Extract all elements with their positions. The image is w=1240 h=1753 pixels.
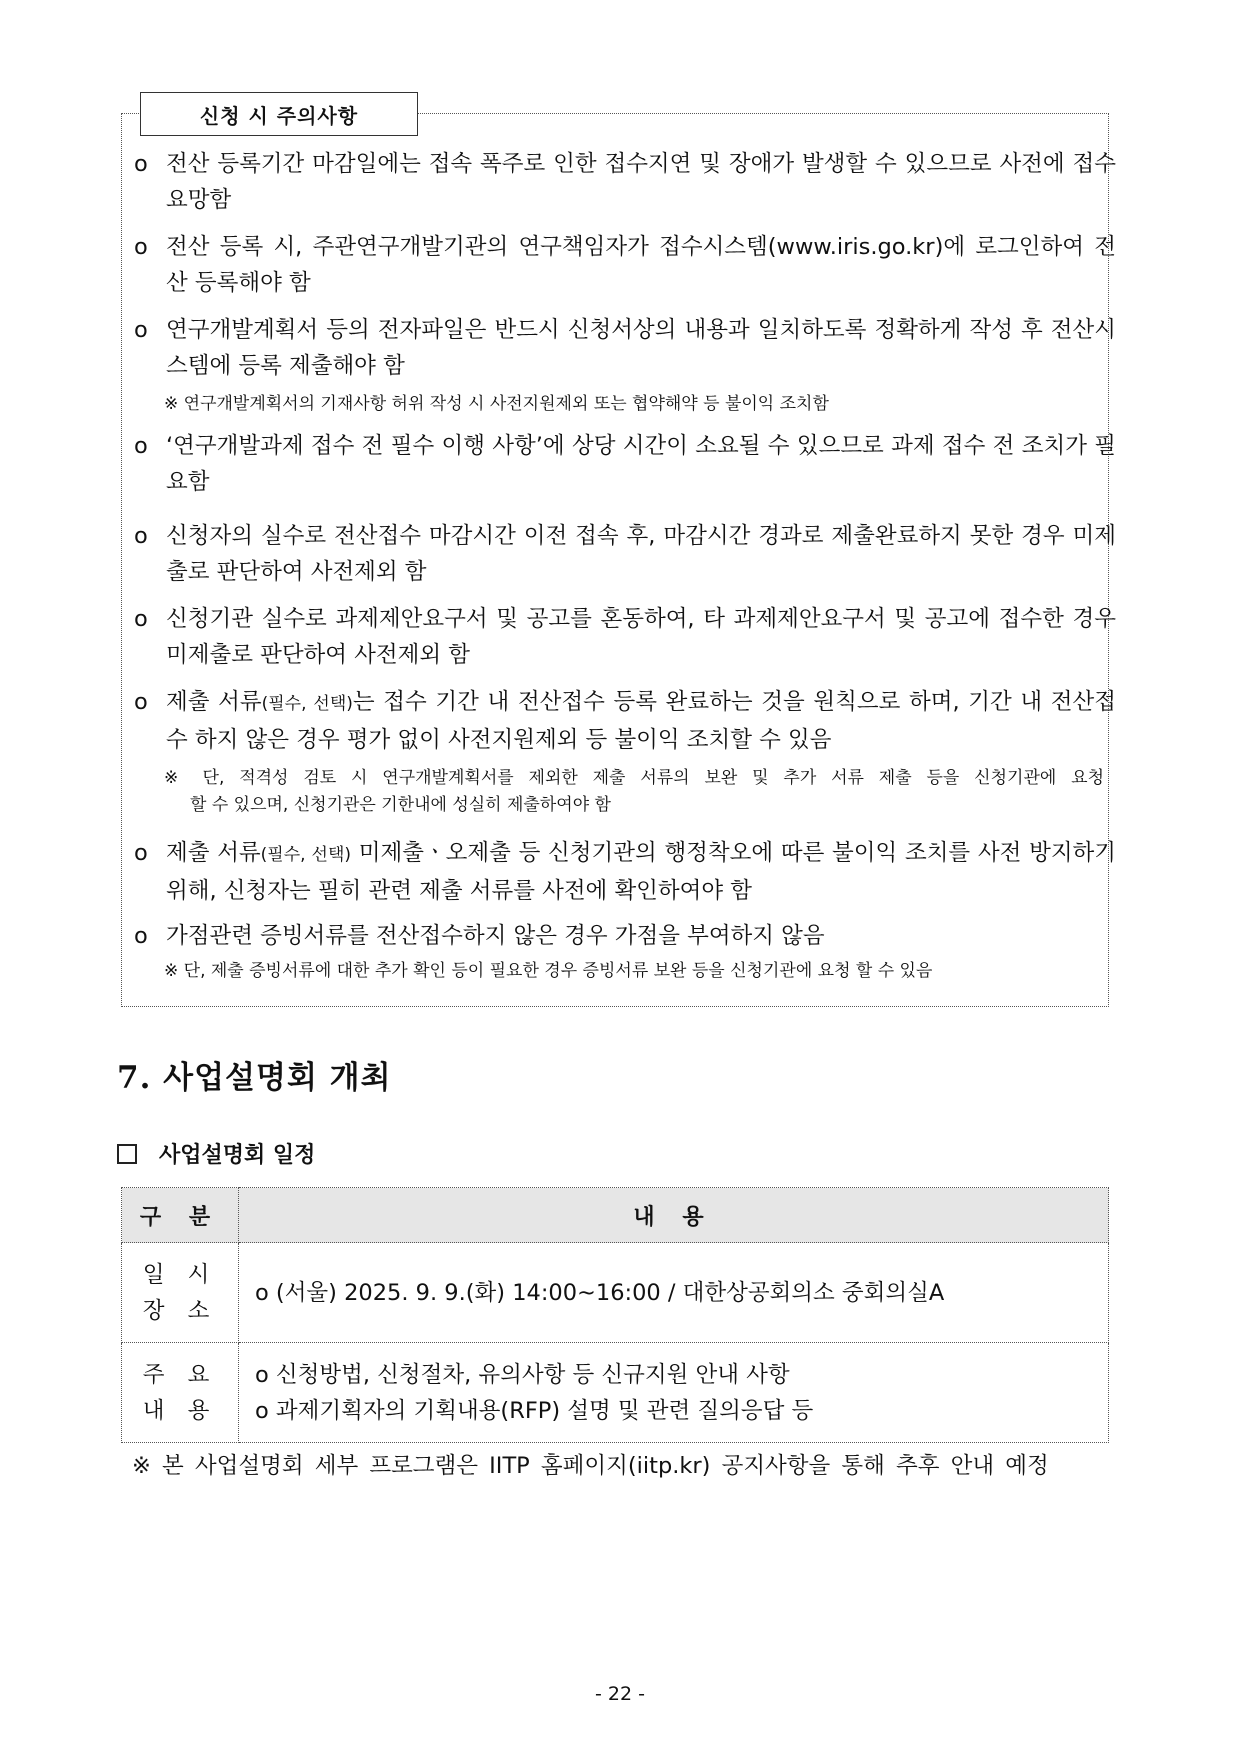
subsection-title-text: 사업설명회 일정: [159, 1142, 316, 1168]
table-row: [122, 1243, 1109, 1343]
bullet: o: [134, 606, 148, 632]
caution-item: [134, 428, 1116, 500]
caution-item-text: ‘연구개발과제 접수 전 필수 이행 사항’에 상당 시간이 소요될 수 있으므로 과제 접수 전 조치가 필요함: [166, 433, 1116, 495]
footnote: ※ 본 사업설명회 세부 프로그램은 IITP 홈페이지(iitp.kr) 공지사항을 통해 추후 안내 예정: [132, 1453, 1049, 1479]
caution-title: 신청 시 주의사항: [140, 92, 418, 136]
caution-item: [134, 312, 1116, 384]
caution-item-text: 가점관련 증빙서류를 전산접수하지 않은 경우 가점을 부여하지 않음: [166, 923, 825, 949]
bullet: o: [134, 923, 148, 949]
caution-item-text: 신청자의 실수로 전산접수 마감시간 이전 접속 후, 마감시간 경과로 제출완료하지 못한 경우 미제출로 판단하여 사전제외 함: [166, 523, 1116, 585]
caution-item: [134, 835, 1116, 909]
schedule-table: [121, 1187, 1109, 1443]
subsection-title: [117, 1138, 315, 1169]
bullet: o: [134, 840, 148, 866]
table-header-row: [122, 1188, 1109, 1243]
page-number: - 22 -: [595, 1683, 645, 1705]
column-header: 내 용: [239, 1188, 1109, 1243]
bullet: o: [134, 689, 148, 715]
caution-note: ※ 연구개발계획서의 기재사항 허위 작성 시 사전지원제외 또는 협약해약 등 불이익 조치함: [164, 394, 829, 414]
bullet: o: [134, 523, 148, 549]
caution-item-text: 전산 등록기간 마감일에는 접속 폭주로 인한 접수지연 및 장애가 발생할 수 있으므로 사전에 접수 요망함: [166, 151, 1116, 213]
bullet: o: [134, 317, 148, 343]
caution-item: [134, 684, 1116, 758]
caution-item-text: 제출 서류(필수, 선택)는 접수 기간 내 전산접수 등록 완료하는 것을 원칙으로 하며, 기간 내 전산접수 하지 않은 경우 평가 없이 사전지원제외 등 불이익 조치할 수 있음: [166, 689, 1117, 753]
row-content: o (서울) 2025. 9. 9.(화) 14:00~16:00 / 대한상공회의소 중회의실A: [239, 1243, 1109, 1343]
caution-item: [134, 918, 1116, 954]
caution-item-text: 신청기관 실수로 과제제안요구서 및 공고를 혼동하여, 타 과제제안요구서 및 공고에 접수한 경우 미제출로 판단하여 사전제외 함: [166, 606, 1116, 668]
bullet: o: [134, 433, 148, 459]
caution-item-text: 연구개발계획서 등의 전자파일은 반드시 신청서상의 내용과 일치하도록 정확하게 작성 후 전산시스템에 등록 제출해야 함: [166, 317, 1116, 379]
row-label: 주 요 내 용: [122, 1343, 239, 1443]
caution-item: [134, 229, 1116, 301]
caution-item: [134, 601, 1116, 673]
table-row: [122, 1343, 1109, 1443]
caution-item: [134, 146, 1116, 218]
bullet: o: [134, 234, 148, 260]
row-label: 일 시 장 소: [122, 1243, 239, 1343]
column-header: 구 분: [122, 1188, 239, 1243]
caution-item: [134, 518, 1116, 590]
section-title: 7. 사업설명회 개최: [117, 1060, 392, 1096]
bullet: o: [134, 151, 148, 177]
caution-item-text: 전산 등록 시, 주관연구개발기관의 연구책임자가 접수시스템(www.iris.go.kr)에 로그인하여 전산 등록해야 함: [166, 234, 1116, 296]
caution-note: ※ 단, 적격성 검토 시 연구개발계획서를 제외한 제출 서류의 보완 및 추가 서류 제출 등을 신청기관에 요청 할 수 있으며, 신청기관은 기한내에 성실히 제출하여야 함: [164, 768, 1104, 815]
checkbox-icon: [117, 1144, 137, 1164]
caution-note: ※ 단, 제출 증빙서류에 대한 추가 확인 등이 필요한 경우 증빙서류 보완 등을 신청기관에 요청 할 수 있음: [164, 961, 933, 981]
caution-item-text: 제출 서류(필수, 선택) 미제출ㆍ오제출 등 신청기관의 행정착오에 따른 불이익 조치를 사전 방지하기 위해, 신청자는 필히 관련 제출 서류를 사전에 확인하여야 함: [166, 840, 1117, 904]
row-content: o 신청방법, 신청절차, 유의사항 등 신규지원 안내 사항 o 과제기획자의 기획내용(RFP) 설명 및 관련 질의응답 등: [239, 1343, 1109, 1443]
